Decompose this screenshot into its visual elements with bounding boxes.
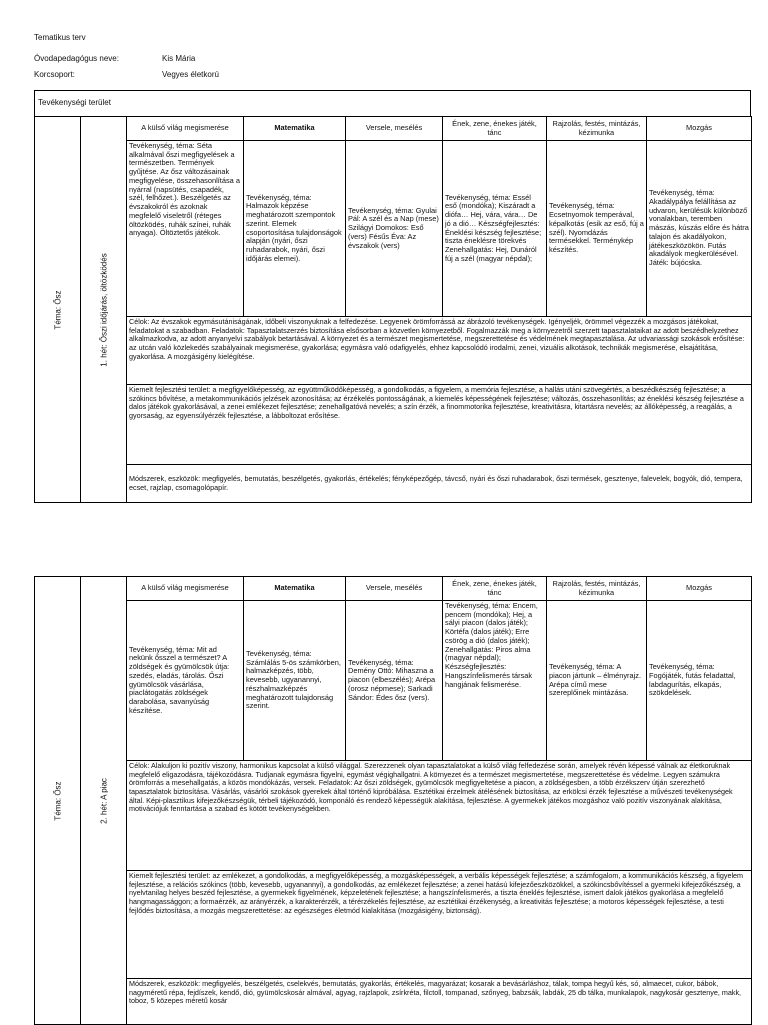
week2-tools: Módszerek, eszközök: megfigyelés, beszélgetés, cselekvés, bemutatás, gyakorlás, értékelés, magyarázat; kosarak a bevásárláshoz, tálak, tompa hegyű kés, só, almaecet, cukor, bábok, nagyméretű répa, fejdíszek, kendő, dió, gyümölcskosár almával, agyag, rajzlapok, zsírkréta, filctoll, tompanad, szőnyeg, babzsák, labdák, 25 db tálka, munkalapok, nagykosár gesztenye, makk, toboz, 5 közepes méretű kosár (127, 979, 752, 1025)
col-header-matematika: Matematika (244, 577, 346, 601)
week1-cell-kulso-vilag: Tevékenység, téma: Séta alkalmával őszi megfigyelések a természetben. Termények gyűjtése. Az ősz változásainak megfigyelése, összehasonlítása a nyárral (napsütés, csapadék, szél, felhőzet.). Beszélgetés az évszakokról és azoknak megfelelő viseletről (réteges öltözködés, ruhák színei, ruhák anyaga). Öltöztetős játékok. (127, 141, 244, 317)
week1-table (34, 116, 752, 503)
week2-cell-kulso-vilag: Tevékenység, téma: Mit ad nekünk ősszel a természet? A zöldségek és gyümölcsök útja: szedés, eladás, tárolás. Őszi gyümölcsök vásárlása, piaclátogatás zöldségek darabolása, savanyúság készítése. (127, 601, 244, 761)
col-header-kulso-vilag: A külső világ megismerése (127, 117, 244, 141)
col-header-mozgas: Mozgás (647, 577, 752, 601)
week2-cell-enek: Tevékenység, téma: Encem, pencem (mondóka); Hej, a sályi piacon (dalos játék); Körtéfa (dalos játék); Erre csörög a dió (dalos játék); Zenehallgatás: Piros alma (magyar népdal); Készségfejlesztés: Hangszínfelismerés társak hangjának felismerése. (443, 601, 547, 761)
col-header-mozgas: Mozgás (647, 117, 752, 141)
col-header-verseles: Versele, mesélés (346, 577, 443, 601)
week2-table (34, 576, 752, 1025)
teacher-label: Óvodapedagógus neve: (34, 54, 119, 63)
col-header-kulso-vilag: A külső világ megismerése (127, 577, 244, 601)
week2-cell-verseles: Tevékenység, téma: Demény Ottó: Mihaszna a piacon (elbeszélés); Arépa (orosz népmese); Sarkadi Sándor: Édes ősz (vers). (346, 601, 443, 761)
week2-skills: Kiemelt fejlesztési terület: az emlékezet, a gondolkodás, a megfigyelőképesség, a mozgásképességek, a verbális képességek fejlesztése; a számfogalom, a kommunikációs készség, a figyelem fejlesztése, a relációs szókincs (több, kevesebb, ugyanannyi), a gondolkodás, az emlékezet fejlesztése; a zenei hatású kifejezőeszközökkel, a szókincsbővítéssel a gyermeki kifejezőkészség, a nyelvtanilag helyes beszéd fejlesztése, a gyermekek figyelmének, képzeletének fejlesztése; a hangszínfelismerés, a tiszta éneklés fejlesztése, ismert dalok játékos gyakorlása a megfelelő hangmagassággon; a formaérzék, az arányérzék, a karakterérzék, a térérzékelés fejlesztése, az esztétikai érzékenység, a kreativitás fejlesztése; a motoros képességek fejlesztése, a testi fejlődés biztosítása, a mozgás megszerettetése: az egészséges életmód kialakítása (mozgásigény, biztonság). (127, 871, 752, 979)
col-header-enek: Ének, zene, énekes játék, tánc (443, 577, 547, 601)
week1-cell-matematika: Tevékenység, téma: Halmazok képzése meghatározott szempontok szerint. Elemek csoportosítása tulajdonságok alapján (nyári, őszi ruhadarabok, nyári, őszi időjárás elemei). (244, 141, 346, 317)
week2-cell-rajzolas: Tevékenység, téma: A piacon jártunk – élményrajz. Arépa című mese szereplőinek mintázása. (547, 601, 647, 761)
week1-cell-enek: Tevékenység, téma: Essél eső (mondóka); Kiszáradt a diófa… Hej, vára, vára… De jó a dió… Készségfejlesztés: Éneklési készség fejlesztése; tiszta éneklésre törekvés Zenehallgatás: Hej, Dunáról fúj a szél (magyar népdal); (443, 141, 547, 317)
col-header-rajzolas: Rajzolás, festés, mintázás, kézimunka (547, 117, 647, 141)
week2-goals: Célok: Alakuljon ki pozitív viszony, harmonikus kapcsolat a külső világgal. Szerezzenek olyan tapasztalatokat a külső világ felfedezése során, amelyek révén képessé válnak az életkoruknak megfelelő eligazodásra, tájékozódásra. Tudjanak egymásra figyelni, egymást végighallgatni. A környezet és a természet megismertetése, megszerettetése és védelme. Legyen számukra örömforrás a mesehallgatás, a közös mondókázás, versek. Feladatok: Az őszi zöldségek, gyümölcsök megfigyeltetése a piacon, a zöldségesben, a több érzékszerv útján szerezhető tapasztalatok biztosítása. Vásárlás, vásárlói szokások gyerekek által történő kipróbálása. Esztétikai érzelmek átélésének biztosítása, az erkölcsi érzék fejlesztése a művészeti tevékenységek által. Képi-plasztikus kifejezőkészségük, térbeli tájékozódó, komponáló és rendező képességük alakítása, fejlesztése. A gyermekek játékos mozgáshoz való pozitív viszonyának alakítása, motivációjuk fenntartása a szabad és kötött tevékenységekben. (127, 761, 752, 871)
week1-cell-mozgas: Tevékenység, téma: Akadálypálya felállítása az udvaron, kerülésük különböző vonalakban, teremben mászás, kúszás előre és hátra talajon és akadályokon, játékeszközökön. Futás akadályok megkerülésével. Játék: bújócska. (647, 141, 752, 317)
week1-cell-rajzolas: Tevékenység, téma: Ecsetnyomok temperával, képalkotás (esik az eső, fúj a szél). Nyomdázás termésekkel. Terménykép készítés. (547, 141, 647, 317)
week1-tools: Módszerek, eszközök: megfigyelés, bemutatás, beszélgetés, gyakorlás, értékelés; fényképezőgép, távcső, nyári és őszi ruhadarabok, őszi termések, gesztenye, falevelek, bogyók, dió, tempera, ecset, rajzlap, csomagolópapír. (127, 465, 752, 503)
week1-week: 1. hét: Őszi időjárás, öltözködés (81, 117, 127, 503)
week2-cell-matematika: Tevékenység, téma: Számlálás 5-ös számkörben, halmazképzés, több, kevesebb, ugyanannyi, részhalmazképzés meghatározott tulajdonság szerint. (244, 601, 346, 761)
week1-cell-verseles: Tevékenység, téma: Gyulai Pál: A szél és a Nap (mese) Szilágyi Domokos: Eső (vers) Fésűs Éva: Az évszakok (vers) (346, 141, 443, 317)
col-header-matematika: Matematika (244, 117, 346, 141)
section-title: Tevékenységi terület (38, 98, 111, 107)
teacher-name: Kis Mária (162, 54, 196, 63)
week2-cell-mozgas: Tevékenység, téma: Fogójáték, futás feladattal, labdagurítás, elkapás, szökdelések. (647, 601, 752, 761)
week2-theme: Téma: Ősz (35, 577, 81, 1025)
week1-skills: Kiemelt fejlesztési terület: a megfigyelőképesség, az együttműködőképesség, a gondolkodás, a figyelem, a memória fejlesztése, a hallás utáni szövegértés, a beszédkészség fejlesztése; a szókincs bővítése, a metakommunikációs jelzések azonosítása; az érzékelés pontosságának, a kiemelés képességének fejlesztése; változás, összehasonlítás; az éneklési készség fejlesztése a dalos játékok gyakorlásával, a zenei emlékezet fejlesztése; zenehallgatóvá nevelés; a szín érzék, a finommotorika fejlesztése, kreativitásra, kitartásra nevelés; az állóképesség, a reagálás, a gyorsaság, az egyensúlyérzék fejlesztése, a lábboltozat erősítése. (127, 385, 752, 465)
col-header-enek: Ének, zene, énekes játék, tánc (443, 117, 547, 141)
section-title-box (34, 90, 751, 117)
group-label: Korcsoport: (34, 70, 75, 79)
col-header-rajzolas: Rajzolás, festés, mintázás, kézimunka (547, 577, 647, 601)
week1-theme: Téma: Ősz (35, 117, 81, 503)
col-header-verseles: Versele, mesélés (346, 117, 443, 141)
group-value: Vegyes életkorú (162, 70, 219, 79)
week2-week: 2. hét: A piac (81, 577, 127, 1025)
week1-goals: Célok: Az évszakok egymásutániságának, időbeli viszonyuknak a felfedezése. Legyenek örömforrássá az ábrázoló tevékenységek. Igényeljék, örömmel végezzék a mozgásos játékokat, feladatokat a szabadban. Feladatok: Tapasztalatszerzés biztosítása elsősorban a közvetlen környezetből. Fogalmazzák meg a környezetről szerzett tapasztalataikat az adott beszédhelyzethez alkalmazkodva, az adott anyanyelvi szabályok betartásával. A környezet és a természet megismertetése, megszerettetése és védelmének megtapasztalása. Az udvariassági szokások erősítése: az utcán való közlekedés szabályainak megismerése, gyakorlása; egymásra való odafigyelés, ehhez kapcsolódó irodalmi, zenei, vizuális alkotások, technikák megismerése, elsajátítása, gyakorlása. A mozgásigény kielégítése. (127, 317, 752, 385)
